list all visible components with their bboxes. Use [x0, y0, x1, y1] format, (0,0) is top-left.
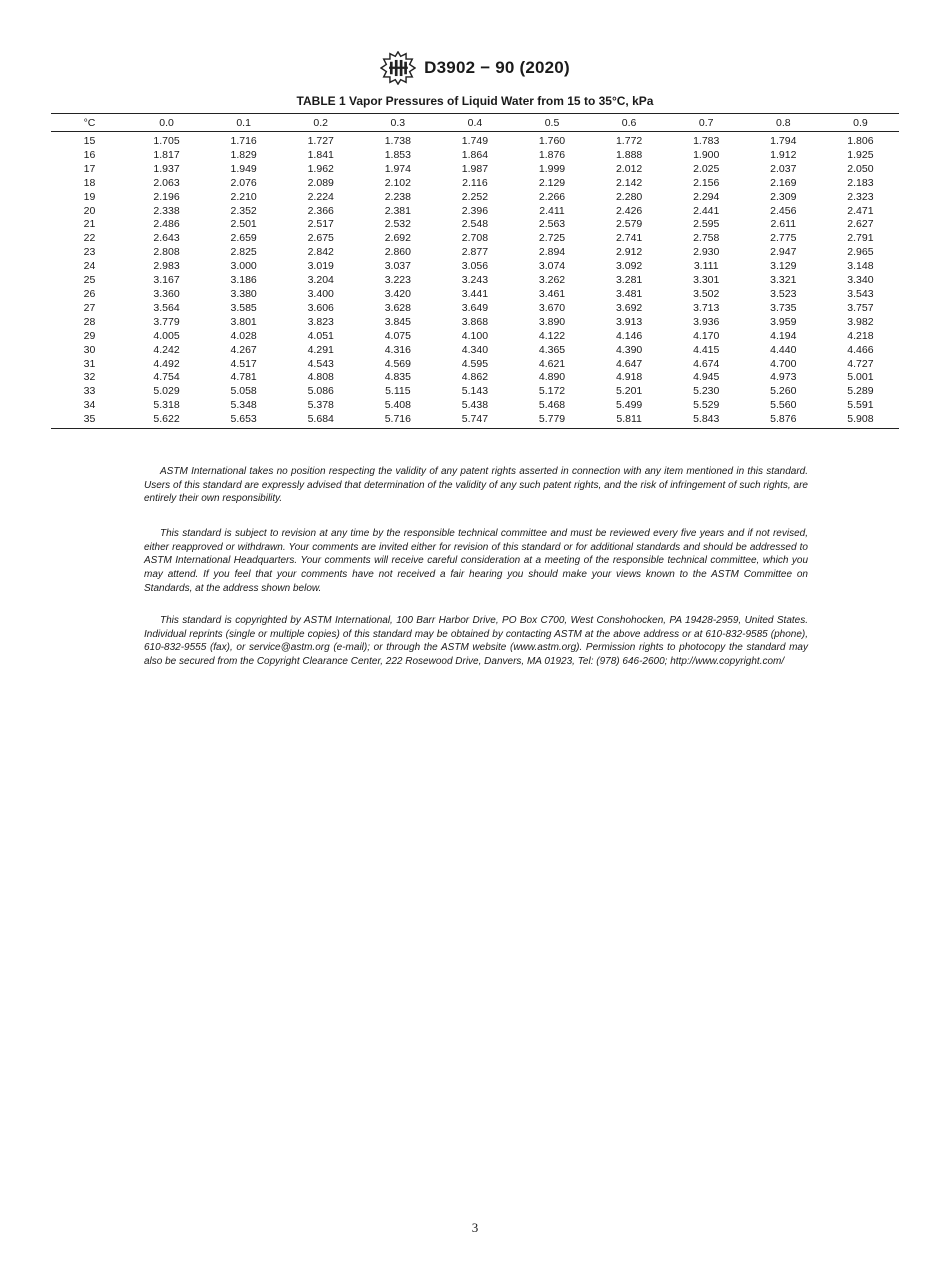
- pressure-cell: 2.517: [307, 218, 334, 231]
- pressure-cell: 2.238: [384, 190, 411, 203]
- pressure-cell: 2.894: [538, 246, 566, 259]
- pressure-cell: 2.294: [693, 190, 720, 203]
- page-number: 3: [471, 1220, 479, 1235]
- pressure-cell: 5.653: [205, 413, 282, 428]
- table-row: [51, 385, 899, 399]
- pressure-cell: 2.741: [615, 232, 643, 245]
- pressure-cell: 2.012: [615, 162, 643, 175]
- pressure-cell: 1.817: [153, 148, 180, 161]
- pressure-cell: 5.172: [538, 385, 566, 398]
- table-row: [51, 232, 899, 246]
- pressure-cell: 3.037: [384, 260, 411, 273]
- pressure-cell: 2.210: [230, 190, 257, 203]
- pressure-cell: 2.692: [384, 232, 411, 245]
- pressure-cell: 5.408: [384, 399, 411, 412]
- pressure-cell: 4.973: [770, 371, 797, 384]
- pressure-cell: 2.708: [461, 232, 489, 245]
- pressure-cell: 5.499: [615, 399, 643, 412]
- pressure-cell: 3.204: [307, 274, 334, 287]
- pressure-cell: 3.461: [538, 287, 566, 300]
- pressure-cell: 3.890: [538, 315, 566, 328]
- pressure-cell: 3.801: [230, 315, 257, 328]
- pressure-cell: 4.170: [693, 329, 720, 342]
- pressure-cell: 3.523: [770, 287, 797, 300]
- pressure-cell: 2.338: [153, 204, 180, 217]
- header-cell: 0.7: [668, 114, 745, 132]
- pressure-cell: 3.543: [847, 287, 874, 300]
- pressure-cell: 5.747: [436, 413, 513, 428]
- pressure-cell: 1.999: [538, 162, 566, 175]
- pressure-cell: 4.517: [230, 357, 257, 370]
- table-row: [51, 288, 899, 302]
- pressure-cell: 5.438: [461, 399, 489, 412]
- patent-notice: [144, 465, 808, 506]
- pressure-cell: 2.266: [538, 190, 566, 203]
- pressure-cell: 1.738: [384, 135, 411, 147]
- pressure-cell: 1.727: [307, 135, 334, 147]
- header-cell: 0.4: [436, 114, 513, 132]
- pressure-cell: 2.725: [538, 232, 566, 245]
- pressure-cell: 1.937: [153, 162, 180, 175]
- pressure-cell: 2.381: [384, 204, 411, 217]
- pressure-cell: 2.579: [615, 218, 643, 231]
- pressure-cell: 3.223: [384, 274, 411, 287]
- pressure-cell: 5.143: [461, 385, 489, 398]
- temperature-cell: 26: [83, 287, 96, 300]
- pressure-cell: 4.365: [538, 343, 566, 356]
- pressure-cell: 4.146: [615, 329, 643, 342]
- temperature-cell: 27: [83, 301, 96, 314]
- pressure-cell: 2.116: [462, 176, 488, 189]
- pressure-cell: 2.224: [307, 190, 334, 203]
- header-cell: 0.6: [591, 114, 668, 132]
- pressure-cell: 1.912: [770, 148, 797, 161]
- pressure-cell: 4.466: [847, 343, 874, 356]
- pressure-cell: 1.949: [230, 162, 257, 175]
- table-row: [51, 260, 899, 274]
- temperature-cell: 16: [83, 148, 96, 161]
- pressure-cell: 4.194: [770, 329, 797, 342]
- header-cell: 0.1: [205, 114, 282, 132]
- pressure-cell: 2.441: [693, 204, 720, 217]
- copyright-notice-text: This standard is copyrighted by ASTM International, 100 Barr Harbor Drive, PO Box C700, West Conshohocken, PA 19428-2959, United States. Individual reprints (single or multiple copies) of this standard may be obtained by contacting ASTM at the above address or at 610-832-9585 (phone), 610-832-9555 (fax), or service@astm.org (e-mail); or through the ASTM website (www.astm.org). Permission rights to photocopy the standard may also be secured from the Copyright Clearance Center, 222 Rosewood Drive, Danvers, MA 01923, Tel: (978) 646-2600; http://www.copyright.com/: [144, 615, 808, 668]
- pressure-cell: 3.779: [153, 315, 180, 328]
- pressure-cell: 3.360: [153, 287, 180, 300]
- pressure-cell: 2.280: [615, 190, 643, 203]
- pressure-cell: 3.441: [461, 287, 489, 300]
- temperature-cell: 34: [83, 399, 96, 412]
- pressure-cell: 4.242: [153, 343, 180, 356]
- pressure-cell: 2.563: [538, 218, 566, 231]
- pressure-cell: 3.936: [693, 315, 720, 328]
- pressure-cell: 2.611: [770, 218, 797, 231]
- pressure-cell: 3.321: [770, 274, 797, 287]
- pressure-cell: 2.965: [847, 246, 874, 259]
- temperature-cell: 33: [83, 385, 96, 398]
- pressure-cell: 2.532: [384, 218, 411, 231]
- pressure-cell: 5.230: [693, 385, 720, 398]
- pressure-cell: 5.876: [745, 413, 822, 428]
- pressure-cell: 1.888: [615, 148, 643, 161]
- pressure-cell: 5.058: [230, 385, 257, 398]
- pressure-cell: 2.842: [307, 246, 334, 259]
- pressure-cell: 2.252: [461, 190, 489, 203]
- temperature-cell: 20: [83, 204, 96, 217]
- table-row: [51, 191, 899, 205]
- table-row: [51, 132, 899, 149]
- pressure-cell: 2.076: [230, 176, 257, 189]
- pressure-cell: 3.019: [307, 260, 334, 273]
- pressure-cell: 1.974: [384, 162, 411, 175]
- pressure-cell: 2.860: [384, 246, 411, 259]
- pressure-cell: 4.267: [230, 343, 257, 356]
- pressure-cell: 3.713: [693, 301, 720, 314]
- pressure-cell: 2.089: [307, 176, 334, 189]
- pressure-cell: 4.340: [461, 343, 489, 356]
- pressure-cell: 2.169: [770, 176, 797, 189]
- pressure-cell: 3.243: [461, 274, 489, 287]
- temperature-cell: 30: [83, 343, 96, 356]
- pressure-cell: 5.716: [359, 413, 436, 428]
- table-row: [51, 399, 899, 413]
- astm-logo-icon: [380, 51, 416, 85]
- pressure-cell: 2.366: [307, 204, 334, 217]
- pressure-cell: 4.700: [770, 357, 797, 370]
- pressure-cell: 2.471: [847, 204, 874, 217]
- pressure-cell: 3.982: [847, 315, 874, 328]
- pressure-cell: 4.595: [461, 357, 489, 370]
- pressure-cell: 2.983: [153, 260, 180, 273]
- pressure-cell: 3.129: [770, 260, 797, 273]
- vapor-pressure-table: [51, 113, 899, 429]
- pressure-cell: 4.415: [693, 343, 720, 356]
- table-title: TABLE 1 Vapor Pressures of Liquid Water from 15 to 35°C, kPa: [296, 94, 654, 108]
- pressure-cell: 4.621: [538, 357, 566, 370]
- pressure-cell: 2.930: [693, 246, 720, 259]
- temperature-cell: 24: [83, 260, 96, 273]
- pressure-cell: 5.289: [847, 385, 874, 398]
- pressure-cell: 2.548: [461, 218, 489, 231]
- header-cell: 0.0: [128, 114, 205, 132]
- header-cell: 0.8: [745, 114, 822, 132]
- pressure-cell: 2.156: [693, 176, 720, 189]
- header-cell: 0.3: [359, 114, 436, 132]
- table-row: [51, 274, 899, 288]
- pressure-cell: 3.481: [615, 287, 643, 300]
- pressure-cell: 4.835: [384, 371, 411, 384]
- pressure-cell: 3.420: [384, 287, 411, 300]
- pressure-cell: 2.775: [770, 232, 797, 245]
- table-row: [51, 302, 899, 316]
- header-cell: 0.2: [282, 114, 359, 132]
- table-row: [51, 371, 899, 385]
- pressure-cell: 1.783: [693, 135, 720, 147]
- pressure-cell: 2.501: [230, 218, 257, 231]
- pressure-cell: 3.585: [230, 301, 257, 314]
- revision-notice: [144, 527, 808, 596]
- pressure-cell: 3.074: [538, 260, 566, 273]
- pressure-cell: 5.029: [153, 385, 180, 398]
- pressure-cell: 1.962: [307, 162, 334, 175]
- pressure-cell: 1.749: [461, 135, 489, 147]
- pressure-cell: 4.051: [307, 329, 334, 342]
- pressure-cell: 2.426: [615, 204, 643, 217]
- pressure-cell: 4.028: [230, 329, 257, 342]
- table-row: [51, 177, 899, 191]
- pressure-cell: 2.196: [153, 190, 180, 203]
- temperature-cell: 19: [83, 190, 96, 203]
- temperature-cell: 22: [83, 232, 96, 245]
- pressure-cell: 5.811: [591, 413, 668, 428]
- pressure-cell: 3.262: [538, 274, 566, 287]
- pressure-cell: 1.876: [538, 148, 566, 161]
- pressure-cell: 2.396: [461, 204, 489, 217]
- pressure-cell: 4.218: [847, 329, 874, 342]
- pressure-cell: 1.925: [847, 148, 874, 161]
- pressure-cell: 2.456: [770, 204, 797, 217]
- pressure-cell: 5.779: [513, 413, 590, 428]
- header-row: [51, 114, 899, 132]
- pressure-cell: 5.086: [307, 385, 334, 398]
- temperature-cell: 23: [83, 246, 96, 259]
- pressure-cell: 3.340: [847, 274, 874, 287]
- temperature-cell: 18: [83, 176, 96, 189]
- pressure-cell: 1.987: [461, 162, 489, 175]
- table-row: [51, 218, 899, 232]
- pressure-cell: 1.829: [230, 148, 257, 161]
- pressure-cell: 3.606: [307, 301, 334, 314]
- document-header: [0, 50, 950, 86]
- pressure-cell: 2.309: [770, 190, 797, 203]
- pressure-cell: 2.142: [615, 176, 643, 189]
- pressure-cell: 4.647: [615, 357, 643, 370]
- header-cell: 0.9: [822, 114, 899, 132]
- table-row: [51, 330, 899, 344]
- pressure-cell: 4.945: [693, 371, 720, 384]
- pressure-cell: 1.864: [461, 148, 489, 161]
- pressure-cell: 2.627: [847, 218, 874, 231]
- pressure-cell: 2.643: [153, 232, 180, 245]
- pressure-cell: 4.808: [307, 371, 334, 384]
- temperature-cell: 35: [51, 413, 128, 428]
- pressure-cell: 4.075: [384, 329, 411, 342]
- pressure-cell: 5.843: [668, 413, 745, 428]
- pressure-cell: 2.183: [847, 176, 874, 189]
- temperature-cell: 25: [83, 274, 96, 287]
- pressure-cell: 2.595: [693, 218, 720, 231]
- pressure-cell: 3.502: [693, 287, 720, 300]
- pressure-cell: 2.323: [847, 190, 874, 203]
- temperature-cell: 29: [83, 329, 96, 342]
- header-cell-temperature: °C: [51, 114, 128, 132]
- pressure-cell: 3.959: [770, 315, 797, 328]
- pressure-cell: 5.348: [230, 399, 257, 412]
- pressure-cell: 3.649: [461, 301, 489, 314]
- table-row: [51, 149, 899, 163]
- table-row: [51, 205, 899, 219]
- pressure-cell: 2.659: [230, 232, 257, 245]
- standard-designation: D3902 − 90 (2020): [424, 58, 570, 77]
- pressure-cell: 5.318: [153, 399, 180, 412]
- pressure-cell: 3.692: [615, 301, 643, 314]
- pressure-cell: 3.301: [693, 274, 720, 287]
- pressure-cell: 1.794: [770, 135, 797, 147]
- pressure-cell: 4.890: [538, 371, 566, 384]
- table-row: [51, 358, 899, 372]
- pressure-cell: 2.037: [770, 162, 797, 175]
- pressure-cell: 2.411: [539, 204, 565, 217]
- table-body: [51, 132, 899, 429]
- pressure-cell: 3.757: [847, 301, 874, 314]
- pressure-cell: 4.291: [307, 343, 334, 356]
- pressure-cell: 5.260: [770, 385, 797, 398]
- pressure-cell: 2.758: [693, 232, 720, 245]
- pressure-cell: 5.908: [822, 413, 899, 428]
- pressure-cell: 2.808: [153, 246, 180, 259]
- table-row: [51, 316, 899, 330]
- pressure-cell: 1.705: [153, 135, 180, 147]
- pressure-cell: 5.201: [615, 385, 643, 398]
- pressure-cell: 2.050: [847, 162, 874, 175]
- table-row: [51, 163, 899, 177]
- pressure-cell: 5.115: [385, 385, 411, 398]
- temperature-cell: 32: [83, 371, 96, 384]
- pressure-cell: 2.912: [615, 246, 643, 259]
- pressure-cell: 3.111: [693, 260, 719, 273]
- patent-notice-text: ASTM International takes no position respecting the validity of any patent rights asserted in connection with any item mentioned in this standard. Users of this standard are expressly advised that determination of the validity of any such patent rights, and the risk of infringement of such rights, are entirely their own responsibility.: [144, 466, 808, 505]
- pressure-cell: 1.853: [384, 148, 411, 161]
- header-cell: 0.5: [513, 114, 590, 132]
- pressure-cell: 4.122: [538, 329, 566, 342]
- pressure-cell: 3.670: [538, 301, 566, 314]
- pressure-cell: 3.628: [384, 301, 411, 314]
- pressure-cell: 5.560: [770, 399, 797, 412]
- pressure-cell: 3.092: [615, 260, 643, 273]
- pressure-cell: 2.129: [538, 176, 566, 189]
- pressure-cell: 3.186: [230, 274, 257, 287]
- table-row: [51, 413, 899, 428]
- pressure-cell: 4.727: [847, 357, 874, 370]
- pressure-cell: 5.529: [693, 399, 720, 412]
- pressure-cell: 4.005: [153, 329, 180, 342]
- pressure-cell: 4.492: [153, 357, 180, 370]
- pressure-cell: 4.543: [307, 357, 334, 370]
- pressure-cell: 2.486: [153, 218, 180, 231]
- pressure-cell: 1.900: [693, 148, 720, 161]
- revision-notice-text: This standard is subject to revision at any time by the responsible technical committee and must be reviewed every five years and if not revised, either reapproved or withdrawn. Your comments are invited either for revision of this standard or for additional standards and should be addressed to ASTM International Headquarters. Your comments will receive careful consideration at a meeting of the responsible technical committee, which you may attend. If you feel that your comments have not received a fair hearing you should make your views known to the ASTM Committee on Standards, at the address shown below.: [144, 528, 808, 594]
- pressure-cell: 3.845: [384, 315, 411, 328]
- pressure-cell: 3.167: [153, 274, 180, 287]
- pressure-cell: 4.754: [153, 371, 180, 384]
- pressure-cell: 2.675: [307, 232, 334, 245]
- pressure-cell: 4.781: [230, 371, 257, 384]
- table-row: [51, 246, 899, 260]
- pressure-cell: 2.025: [693, 162, 720, 175]
- pressure-cell: 4.674: [693, 357, 720, 370]
- pressure-cell: 1.806: [847, 135, 874, 147]
- pressure-cell: 1.716: [230, 135, 257, 147]
- pressure-cell: 2.877: [461, 246, 489, 259]
- pressure-cell: 5.468: [538, 399, 566, 412]
- pressure-cell: 2.947: [770, 246, 797, 259]
- pressure-cell: 3.823: [307, 315, 334, 328]
- pressure-cell: 3.148: [847, 260, 874, 273]
- pressure-cell: 4.569: [384, 357, 411, 370]
- pressure-cell: 3.380: [230, 287, 257, 300]
- pressure-cell: 2.352: [230, 204, 257, 217]
- pressure-cell: 3.400: [307, 287, 334, 300]
- temperature-cell: 17: [83, 162, 96, 175]
- pressure-cell: 3.564: [153, 301, 180, 314]
- pressure-cell: 3.735: [770, 301, 797, 314]
- copyright-notice: [144, 614, 808, 669]
- table-row: [51, 344, 899, 358]
- pressure-cell: 4.390: [615, 343, 643, 356]
- pressure-cell: 3.056: [461, 260, 489, 273]
- pressure-cell: 3.000: [230, 260, 257, 273]
- pressure-cell: 5.591: [847, 399, 874, 412]
- pressure-cell: 1.772: [615, 135, 643, 147]
- temperature-cell: 15: [83, 135, 96, 147]
- temperature-cell: 21: [83, 218, 96, 231]
- temperature-cell: 28: [83, 315, 96, 328]
- table-header: [51, 114, 899, 132]
- pressure-cell: 4.100: [461, 329, 489, 342]
- pressure-cell: 2.063: [153, 176, 180, 189]
- pressure-cell: 4.316: [384, 343, 411, 356]
- pressure-cell: 5.001: [847, 371, 874, 384]
- pressure-cell: 1.760: [538, 135, 566, 147]
- pressure-cell: 3.281: [615, 274, 643, 287]
- pressure-cell: 4.862: [461, 371, 489, 384]
- pressure-cell: 5.622: [128, 413, 205, 428]
- pressure-cell: 2.102: [384, 176, 411, 189]
- pressure-cell: 5.684: [282, 413, 359, 428]
- pressure-cell: 2.791: [847, 232, 874, 245]
- pressure-cell: 4.440: [770, 343, 797, 356]
- pressure-cell: 4.918: [615, 371, 643, 384]
- temperature-cell: 31: [83, 357, 96, 370]
- pressure-cell: 3.913: [615, 315, 643, 328]
- pressure-cell: 2.825: [230, 246, 257, 259]
- pressure-cell: 1.841: [307, 148, 334, 161]
- pressure-cell: 3.868: [461, 315, 489, 328]
- pressure-cell: 5.378: [307, 399, 334, 412]
